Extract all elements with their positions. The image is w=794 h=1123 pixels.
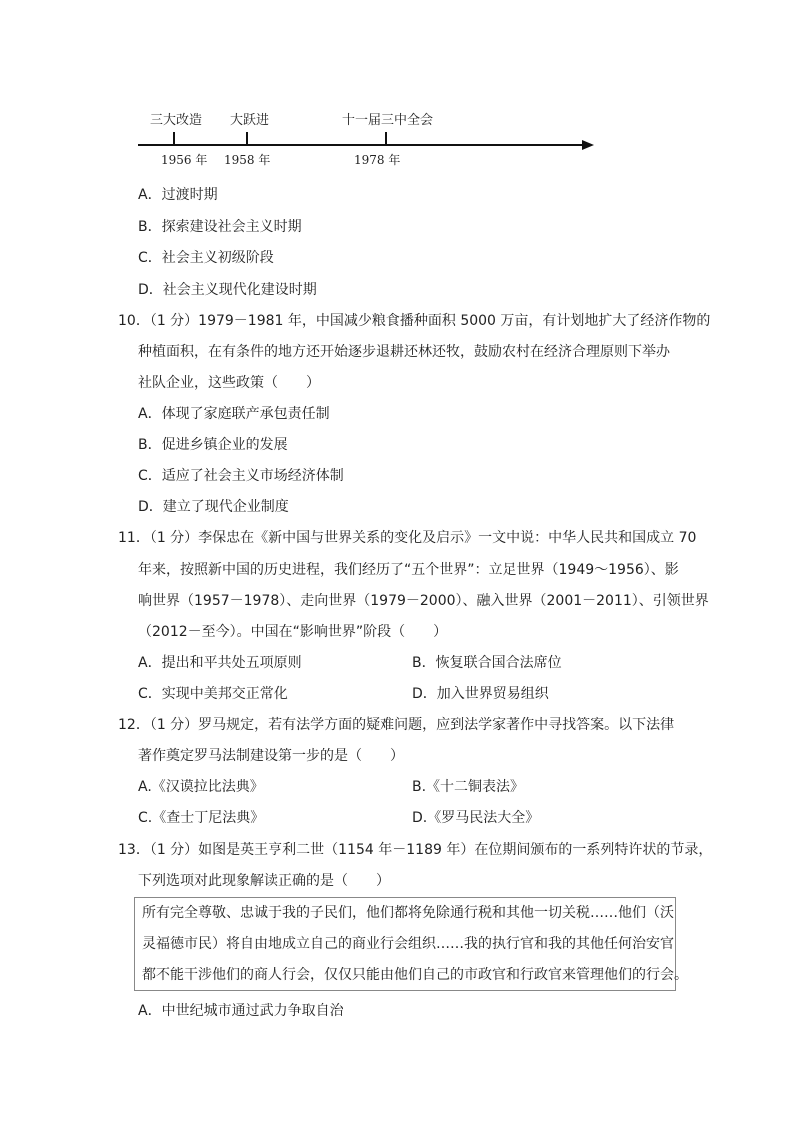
option-c: C．适应了社会主义市场经济体制 [138,468,344,484]
question-10-stem: 10．（1 分）1979－1981 年，中国减少粮食播种面积 5000 万亩，有计划地扩大了经济作物的 [118,313,711,329]
option-b: B.《十二铜表法》 [412,779,525,795]
option-b: B．促进乡镇企业的发展 [138,437,288,453]
quote-text: 所有完全尊敬、忠诚于我的子民们，他们都将免除通行税和其他一切关税……他们（沃 [142,905,674,921]
question-10-stem: 种植面积，在有条件的地方还开始逐步退耕还林还牧，鼓励农村在经济合理原则下举办 [138,344,670,360]
quote-text: 灵福德市民）将自由地成立自己的商业行会组织……我的执行官和我的其他任何治安官 [142,936,674,952]
option-b: B．探索建设社会主义时期 [138,219,302,235]
question-13-stem: 下列选项对此现象解读正确的是（ ） [138,873,390,889]
timeline-year: 1956 年 [161,153,208,167]
question-11-stem: （2012－至今）。中国在“影响世界”阶段（ ） [138,624,448,640]
question-11-stem: 年来，按照新中国的历史进程，我们经历了“五个世界”：立足世界（1949～1956）、影 [138,562,679,578]
option-a: A.《汉谟拉比法典》 [138,779,264,795]
option-a: A．体现了家庭联产承包责任制 [138,406,330,422]
timeline-event: 大跃进 [230,113,270,128]
question-12-stem: 12．（1 分）罗马规定，若有法学方面的疑难问题，应到法学家著作中寻找答案。以下法律 [118,717,675,733]
timeline-event: 十一届三中全会 [342,113,434,128]
option-d: D.《罗马民法大全》 [412,810,540,826]
option-a: A．中世纪城市通过武力争取自治 [138,1003,344,1019]
option-a: A．过渡时期 [138,187,218,203]
option-d: D．建立了现代企业制度 [138,499,289,515]
question-11-stem: 11．（1 分）李保忠在《新中国与世界关系的变化及启示》一文中说：中华人民共和国成立 70 [118,530,697,546]
question-13-stem: 13．（1 分）如图是英王亨利二世（1154 年－1189 年）在位期间颁布的一系列特许状的节录， [118,842,713,858]
question-12-stem: 著作奠定罗马法制建设第一步的是（ ） [138,748,404,764]
timeline-year: 1978 年 [354,153,401,167]
option-c: C．社会主义初级阶段 [138,250,274,266]
option-b: B．恢复联合国合法席位 [412,655,562,671]
option-d: D．社会主义现代化建设时期 [138,282,317,298]
question-10-stem: 社队企业，这些政策（ ） [138,375,320,391]
option-c: C.《查士丁尼法典》 [138,810,265,826]
question-11-stem: 响世界（1957－1978）、走向世界（1979－2000）、融入世界（2001－2011）、引领世界 [138,593,709,609]
timeline-arrow-icon [582,140,594,150]
option-d: D．加入世界贸易组织 [412,686,549,702]
timeline-year: 1958 年 [224,153,271,167]
timeline-figure [130,100,610,180]
quote-text: 都不能干涉他们的商人行会，仅仅只能由他们自己的市政官和行政官来管理他们的行会。 [142,967,688,983]
option-a: A．提出和平共处五项原则 [138,655,302,671]
option-c: C．实现中美邦交正常化 [138,686,288,702]
timeline-event: 三大改造 [150,113,203,128]
